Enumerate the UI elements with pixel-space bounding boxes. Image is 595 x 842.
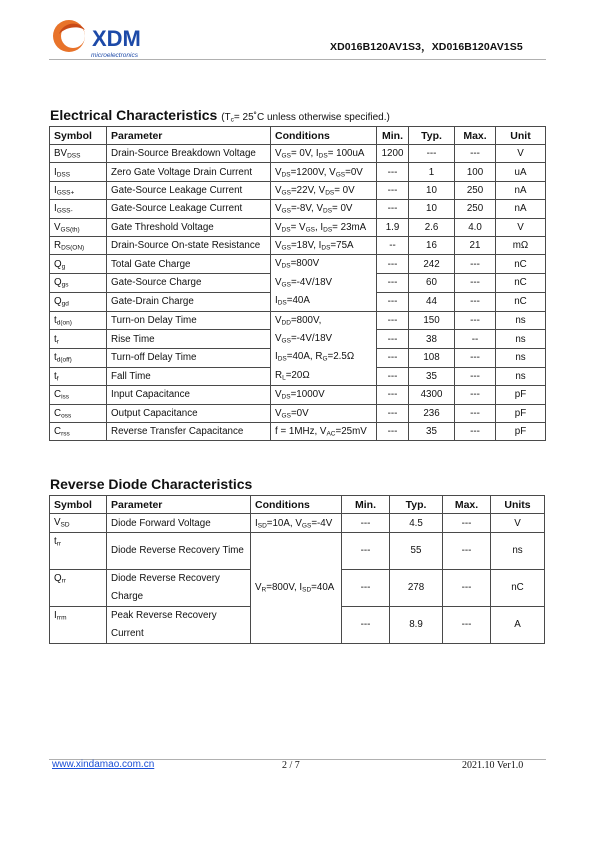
symbol-cell: $C_{iss}$ xyxy=(50,386,107,404)
typ-cell: 150 xyxy=(409,311,455,330)
table-row xyxy=(50,311,546,330)
conditions-cell: $V_{DS}= V_{GS}$, $I_{DS}= 23mA$ xyxy=(271,218,377,236)
typ-cell: 16 xyxy=(409,236,455,254)
typ-cell: 10 xyxy=(409,181,455,199)
typ-cell: 236 xyxy=(409,404,455,422)
parameter-cell: Gate-Source Leakage Current xyxy=(107,181,271,199)
unit-cell: ns xyxy=(496,367,546,386)
conditions-cell: $V_R=800V$, $I_{SD}=40A$ xyxy=(251,533,342,644)
unit-cell: nA xyxy=(496,200,546,218)
symbol-cell: $I_{DSS}$ xyxy=(50,163,107,181)
max-cell: --- xyxy=(455,255,496,274)
typ-cell: 35 xyxy=(409,422,455,440)
electrical-characteristics-title xyxy=(50,107,390,123)
typ-cell: 4.5 xyxy=(390,514,443,533)
typ-cell: 242 xyxy=(409,255,455,274)
condition-line: $I_{DS}=40A$, $R_G=2.5\Omega$ xyxy=(275,351,355,363)
max-cell: --- xyxy=(443,606,491,643)
max-cell: --- xyxy=(455,292,496,311)
header-max: Max. xyxy=(455,127,496,145)
header-symbol: Symbol xyxy=(50,127,107,145)
symbol-cell: $Q_{gd}$ xyxy=(50,292,107,311)
min-cell: --- xyxy=(377,348,409,367)
table-row xyxy=(50,181,546,199)
svg-text:microelectronics: microelectronics xyxy=(91,52,138,59)
conditions-cell: $V_{GS}=0V$ xyxy=(271,404,377,422)
typ-cell: 55 xyxy=(390,533,443,570)
condition-line: $V_{GS}=-4V/18V$ xyxy=(275,276,333,289)
conditions-cell: $V_{GS}=18V$, $I_{DS}=75A$ xyxy=(271,236,377,254)
parameter-cell: Peak Reverse Recovery Current xyxy=(107,606,251,643)
parameter-cell: Gate-Drain Charge xyxy=(107,292,271,311)
min-cell: --- xyxy=(342,569,390,606)
unit-cell: uA xyxy=(496,163,546,181)
symbol-cell: $I_{rrm}$ xyxy=(50,606,107,643)
header-symbol: Symbol xyxy=(50,496,107,514)
parameter-cell: Rise Time xyxy=(107,330,271,349)
min-cell: --- xyxy=(377,181,409,199)
parameter-cell: Zero Gate Voltage Drain Current xyxy=(107,163,271,181)
table-row xyxy=(50,200,546,218)
header-min: Min. xyxy=(377,127,409,145)
revision-date: 2021.10 Ver1.0 xyxy=(462,760,524,771)
parameter-cell: Reverse Transfer Capacitance xyxy=(107,422,271,440)
parameter-cell: Drain-Source Breakdown Voltage xyxy=(107,145,271,163)
header-parameter: Parameter xyxy=(107,496,251,514)
symbol-cell: $t_r$ xyxy=(50,330,107,349)
parameter-cell: Gate-Source Charge xyxy=(107,274,271,293)
condition-line: $V_{DD}=800V$, xyxy=(275,314,322,327)
header-unit: Unit xyxy=(496,127,546,145)
header-min: Min. xyxy=(342,496,390,514)
header-conditions: Conditions xyxy=(251,496,342,514)
unit-cell: A xyxy=(491,606,545,643)
min-cell: --- xyxy=(377,422,409,440)
max-cell: --- xyxy=(455,348,496,367)
parameter-cell: Total Gate Charge xyxy=(107,255,271,274)
conditions-cell: $V_{GS}= 0V$, $I_{DS}= 100uA$ xyxy=(271,145,377,163)
symbol-cell: $V_{SD}$ xyxy=(50,514,107,533)
symbol-cell: $Q_{rr}$ xyxy=(50,569,107,606)
parameter-cell: Fall Time xyxy=(107,367,271,386)
max-cell: --- xyxy=(443,533,491,570)
unit-cell: pF xyxy=(496,386,546,404)
table-header-row xyxy=(50,127,546,145)
typ-cell: 2.6 xyxy=(409,218,455,236)
header-typ: Typ. xyxy=(409,127,455,145)
svg-text:XDM: XDM xyxy=(92,26,141,51)
header-parameter: Parameter xyxy=(107,127,271,145)
symbol-cell: $t_{rr}$ xyxy=(50,533,107,570)
max-cell: 4.0 xyxy=(455,218,496,236)
parameter-cell: Output Capacitance xyxy=(107,404,271,422)
conditions-cell: $I_{SD}=10A$, $V_{GS}=-4V$ xyxy=(251,514,342,533)
condition-line: $V_{GS}=-4V/18V$ xyxy=(275,332,333,345)
max-cell: --- xyxy=(455,311,496,330)
table-row xyxy=(50,145,546,163)
typ-cell: 38 xyxy=(409,330,455,349)
symbol-cell: $I_{GSS+}$ xyxy=(50,181,107,199)
max-cell: --- xyxy=(455,386,496,404)
parameter-cell: Turn-off Delay Time xyxy=(107,348,271,367)
min-cell: 1.9 xyxy=(377,218,409,236)
condition-line: $V_{DS}=800V$ xyxy=(275,258,320,270)
section-title-text: Electrical Characteristics xyxy=(50,107,218,123)
unit-cell: ns xyxy=(491,533,545,570)
max-cell: 21 xyxy=(455,236,496,254)
conditions-cell: f = 1MHz, $V_{AC}=25mV$ xyxy=(271,422,377,440)
min-cell: --- xyxy=(377,292,409,311)
website-link[interactable]: www.xindamao.com.cn xyxy=(52,759,155,770)
electrical-characteristics-table xyxy=(49,126,546,441)
min-cell: --- xyxy=(377,330,409,349)
conditions-cell xyxy=(271,311,377,386)
typ-cell: 35 xyxy=(409,367,455,386)
symbol-cell: $C_{rss}$ xyxy=(50,422,107,440)
table-row xyxy=(50,163,546,181)
condition-line: $R_L=20\Omega$ xyxy=(275,369,310,382)
parameter-cell: Drain-Source On-state Resistance xyxy=(107,236,271,254)
typ-cell: 278 xyxy=(390,569,443,606)
table-header-row xyxy=(50,496,545,514)
min-cell: --- xyxy=(377,163,409,181)
min-cell: --- xyxy=(377,404,409,422)
typ-cell: 44 xyxy=(409,292,455,311)
min-cell: --- xyxy=(377,386,409,404)
typ-cell: 1 xyxy=(409,163,455,181)
symbol-cell: $t_f$ xyxy=(50,367,107,386)
unit-cell: ns xyxy=(496,311,546,330)
parameter-cell: Input Capacitance xyxy=(107,386,271,404)
reverse-diode-table xyxy=(49,495,545,644)
table-row xyxy=(50,404,546,422)
unit-cell: V xyxy=(496,145,546,163)
symbol-cell: $I_{GSS-}$ xyxy=(50,200,107,218)
conditions-cell: $V_{DS}=1200V$, $V_{GS}=0V$ xyxy=(271,163,377,181)
parameter-cell: Gate Threshold Voltage xyxy=(107,218,271,236)
unit-cell: ns xyxy=(496,330,546,349)
min-cell: --- xyxy=(377,200,409,218)
table-row xyxy=(50,236,546,254)
table-row xyxy=(50,533,545,570)
table-row xyxy=(50,514,545,533)
header-units: Units xyxy=(491,496,545,514)
typ-cell: 108 xyxy=(409,348,455,367)
header-max: Max. xyxy=(443,496,491,514)
table-row xyxy=(50,386,546,404)
unit-cell: nC xyxy=(496,274,546,293)
table-row xyxy=(50,255,546,274)
typ-cell: --- xyxy=(409,145,455,163)
header-conditions: Conditions xyxy=(271,127,377,145)
min-cell: --- xyxy=(377,367,409,386)
min-cell: --- xyxy=(342,533,390,570)
unit-cell: ns xyxy=(496,348,546,367)
max-cell: 250 xyxy=(455,200,496,218)
min-cell: --- xyxy=(377,311,409,330)
min-cell: -- xyxy=(377,236,409,254)
unit-cell: nA xyxy=(496,181,546,199)
max-cell: --- xyxy=(455,404,496,422)
min-cell: --- xyxy=(377,255,409,274)
typ-cell: 10 xyxy=(409,200,455,218)
conditions-cell: $V_{GS}=22V$, $V_{DS}= 0V$ xyxy=(271,181,377,199)
max-cell: --- xyxy=(455,145,496,163)
part-number-title: XD016B120AV1S3，XD016B120AV1S5 xyxy=(330,41,523,53)
section-condition-note: ($T_c=$ 25˚C unless otherwise specified.) xyxy=(221,112,390,124)
unit-cell: nC xyxy=(496,292,546,311)
typ-cell: 4300 xyxy=(409,386,455,404)
symbol-cell: $Q_g$ xyxy=(50,255,107,274)
symbol-cell: $t_{d(on)}$ xyxy=(50,311,107,330)
parameter-cell: Turn-on Delay Time xyxy=(107,311,271,330)
min-cell: --- xyxy=(342,514,390,533)
symbol-cell: $V_{GS(th)}$ xyxy=(50,218,107,236)
max-cell: -- xyxy=(455,330,496,349)
unit-cell: mΩ xyxy=(496,236,546,254)
max-cell: --- xyxy=(455,367,496,386)
max-cell: 250 xyxy=(455,181,496,199)
parameter-cell: Diode Forward Voltage xyxy=(107,514,251,533)
symbol-cell: $BV_{DSS}$ xyxy=(50,145,107,163)
parameter-cell: Gate-Source Leakage Current xyxy=(107,200,271,218)
unit-cell: pF xyxy=(496,404,546,422)
company-logo xyxy=(49,12,159,62)
header-divider xyxy=(49,59,546,60)
unit-cell: nC xyxy=(496,255,546,274)
symbol-cell: $t_{d(off)}$ xyxy=(50,348,107,367)
min-cell: --- xyxy=(377,274,409,293)
page-number: 2 / 7 xyxy=(282,760,300,771)
table-row xyxy=(50,218,546,236)
unit-cell: nC xyxy=(491,569,545,606)
max-cell: --- xyxy=(455,274,496,293)
max-cell: --- xyxy=(443,514,491,533)
min-cell: --- xyxy=(342,606,390,643)
conditions-cell: $V_{DS}=1000V$ xyxy=(271,386,377,404)
table-row xyxy=(50,422,546,440)
max-cell: --- xyxy=(455,422,496,440)
typ-cell: 8.9 xyxy=(390,606,443,643)
conditions-cell: $V_{GS}=-8V$, $V_{DS}= 0V$ xyxy=(271,200,377,218)
max-cell: --- xyxy=(443,569,491,606)
header-typ: Typ. xyxy=(390,496,443,514)
typ-cell: 60 xyxy=(409,274,455,293)
parameter-cell: Diode Reverse Recovery Time xyxy=(107,533,251,570)
symbol-cell: $C_{oss}$ xyxy=(50,404,107,422)
conditions-cell xyxy=(271,255,377,311)
max-cell: 100 xyxy=(455,163,496,181)
unit-cell: pF xyxy=(496,422,546,440)
unit-cell: V xyxy=(496,218,546,236)
reverse-diode-title: Reverse Diode Characteristics xyxy=(50,476,253,492)
condition-line: $I_{DS}=40A$ xyxy=(275,295,310,307)
symbol-cell: $R_{DS(ON)}$ xyxy=(50,236,107,254)
symbol-cell: $Q_{gs}$ xyxy=(50,274,107,293)
parameter-cell: Diode Reverse Recovery Charge xyxy=(107,569,251,606)
unit-cell: V xyxy=(491,514,545,533)
min-cell: 1200 xyxy=(377,145,409,163)
